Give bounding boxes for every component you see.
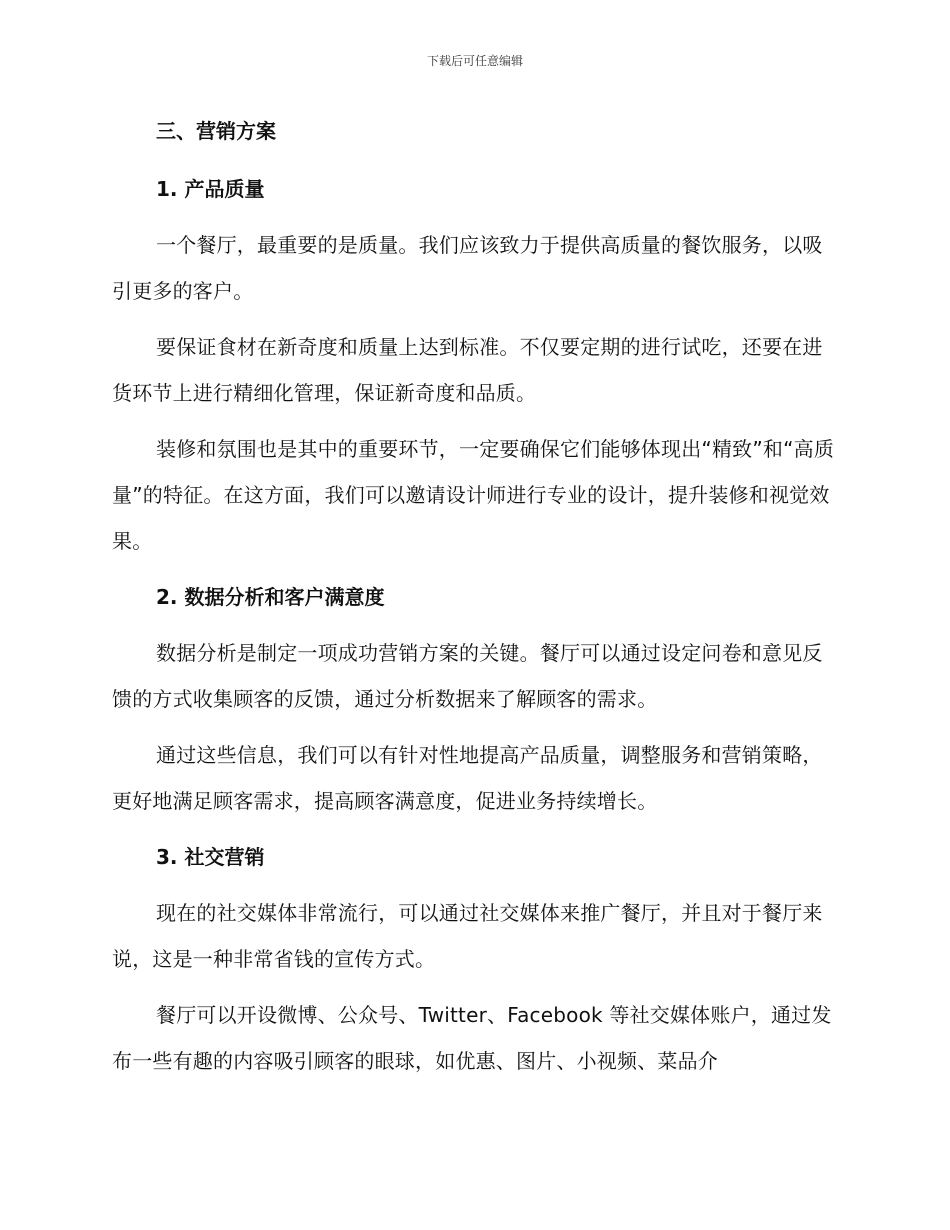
paragraph: 装修和氛围也是其中的重要环节，一定要确保它们能够体现出“精致”和“高质量”的特征。在这方面，我们可以邀请设计师进行专业的设计，提升装修和视觉效果。 bbox=[112, 437, 835, 553]
paragraph: 现在的社交媒体非常流行，可以通过社交媒体来推广餐厅，并且对于餐厅来说，这是一种非常省钱的宣传方式。 bbox=[112, 901, 823, 971]
subsection-title-data-analysis: 2. 数据分析和客户满意度 bbox=[156, 585, 385, 609]
page-header: 下载后可任意编辑 bbox=[426, 54, 523, 68]
subsection-title-social-marketing: 3. 社交营销 bbox=[156, 845, 265, 869]
paragraph: 数据分析是制定一项成功营销方案的关键。餐厅可以通过设定问卷和意见反馈的方式收集顾客的反馈，通过分析数据来了解顾客的需求。 bbox=[112, 641, 823, 711]
document-body bbox=[112, 108, 837, 1084]
subsection-title-product-quality: 1. 产品质量 bbox=[156, 177, 265, 201]
paragraph: 餐厅可以开设微博、公众号、Twitter、Facebook 等社交媒体账户，通过发布一些有趣的内容吸引顾客的眼球，如优惠、图片、小视频、菜品介 bbox=[112, 1003, 832, 1073]
paragraph: 一个餐厅，最重要的是质量。我们应该致力于提供高质量的餐饮服务，以吸引更多的客户。 bbox=[112, 233, 823, 303]
paragraph: 要保证食材在新奇度和质量上达到标准。不仅要定期的进行试吃，还要在进货环节上进行精细化管理，保证新奇度和品质。 bbox=[112, 335, 823, 405]
section-title: 三、营销方案 bbox=[156, 119, 276, 143]
paragraph: 通过这些信息，我们可以有针对性地提高产品质量，调整服务和营销策略，更好地满足顾客需求，提高顾客满意度，促进业务持续增长。 bbox=[112, 743, 823, 813]
